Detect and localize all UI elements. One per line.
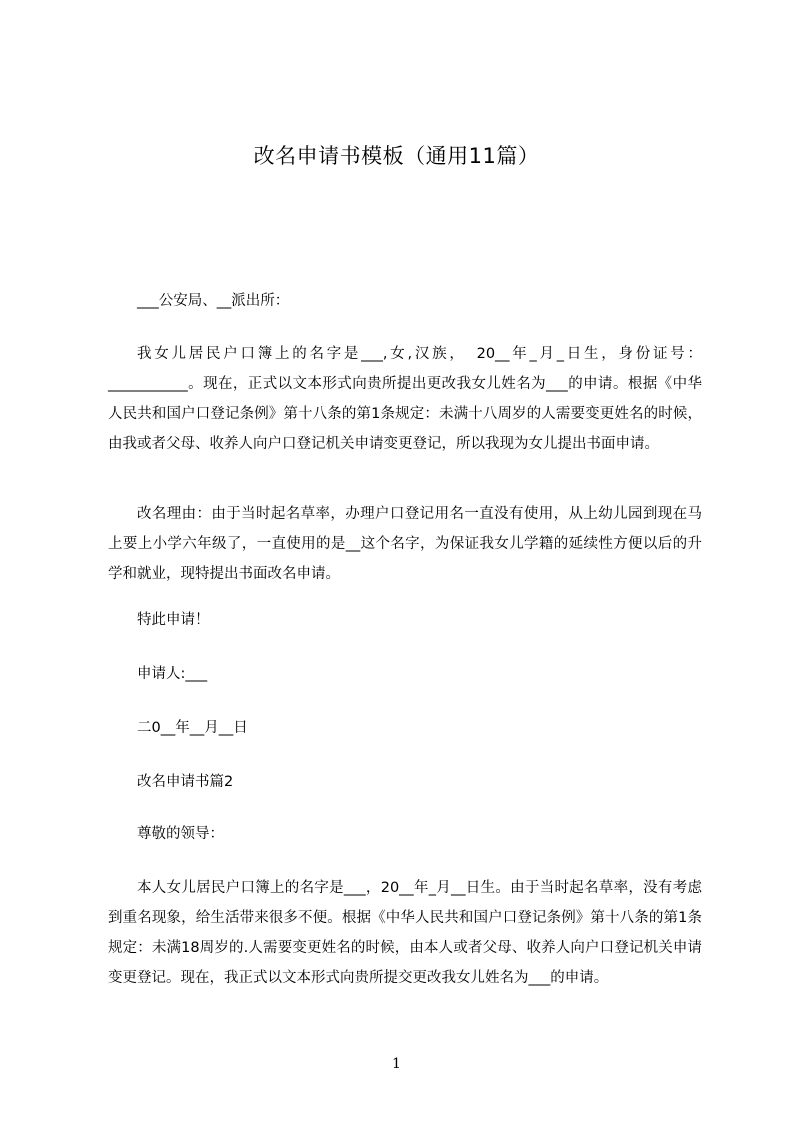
applicant-line: 申请人:___ bbox=[137, 666, 208, 682]
page-number: 1 bbox=[392, 1056, 401, 1072]
addressee-line: ___公安局、__派出所： bbox=[137, 293, 290, 309]
paragraph-3: 本人女儿居民户口簿上的名字是___，20__年_月__日生。由于当时起名草率，没有考虑到重名现象，给生活带来很多不便。根据《中华人民共和国户口登记条例》第十八条的第1条规定：未满18周岁的.人需要变更姓名的时候，由本人或者父母、收养人向户口登记机关申请变更登记。现在，我正式以文本形式向贵所提交更改我女儿姓名为___的申请。 bbox=[108, 880, 702, 986]
salutation-line: 尊敬的领导： bbox=[137, 826, 224, 842]
closing-line: 特此申请！ bbox=[137, 612, 210, 628]
document-title: 改名申请书模板（通用11篇） bbox=[253, 144, 540, 168]
date-line: 二0__年__月__日 bbox=[137, 720, 248, 736]
paragraph-1: 我女儿居民户口簿上的名字是___,女,汉族， 20__年_月_日生，身份证号：___________。现在，正式以文本形式向贵所提出更改我女儿姓名为___的申请。根据《中华人民共和国户口登记条例》第十八条的第1条规定：未满十八周岁的人需要变更姓名的时候，由我或者父母、收养人向户口登记机关申请变更登记，所以我现为女儿提出书面申请。 bbox=[108, 346, 702, 452]
paragraph-2: 改名理由：由于当时起名草率，办理户口登记用名一直没有使用，从上幼儿园到现在马上要上小学六年级了，一直使用的是__这个名字，为保证我女儿学籍的延续性方便以后的升学和就业，现特提出书面改名申请。 bbox=[108, 506, 702, 582]
section-2-title: 改名申请书篇2 bbox=[137, 774, 234, 790]
